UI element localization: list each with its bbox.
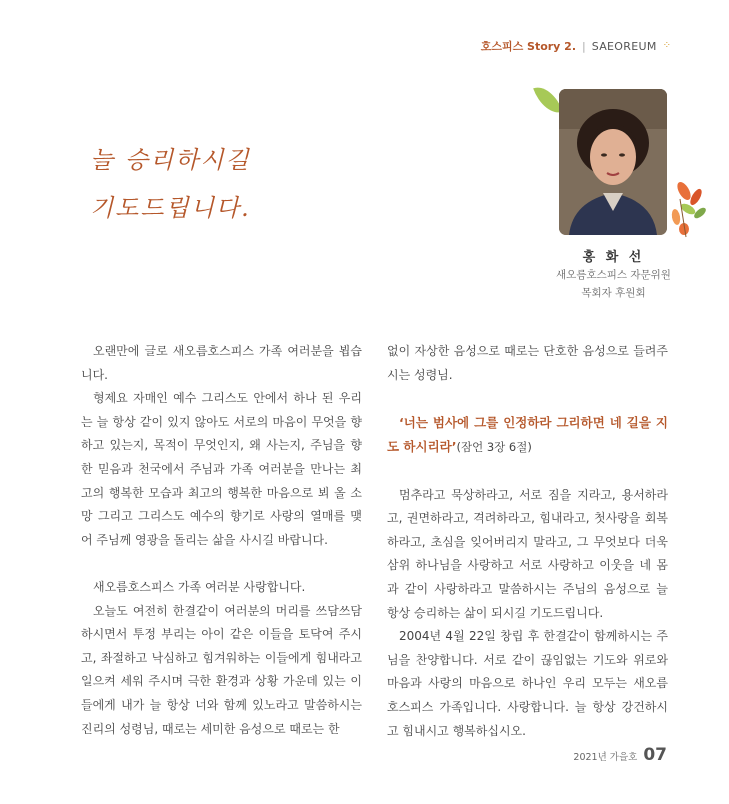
section-title: 호스피스 Story 2.: [480, 40, 577, 53]
author-role: [540, 266, 687, 302]
article-column-right: [387, 340, 668, 743]
author-name: 홍 화 선: [582, 250, 645, 265]
author-photo-frame: [540, 82, 710, 252]
paragraph: 멈추라고 묵상하라고, 서로 짐을 지라고, 용서하라고, 권면하라고, 격려하라고, 힘내라고, 첫사랑을 회복하라고, 초심을 잊어버리지 말라고, 그 무엇보다 더욱 삼위 하나님을 사랑하고 서로 사랑하고 이웃을 네 몸과 같이 사랑하라고 말씀하시는 주님의 음성으로 늘 항상 승리하는 삶이 되시길 기도드립니다.: [387, 487, 668, 620]
page-footer: [573, 745, 667, 765]
handwritten-title-line2: 기도드립니다.: [90, 194, 251, 222]
quote-text: ‘너는 범사에 그를 인정하라 그리하면 네 길을 지도 하시리라’: [387, 414, 668, 455]
paragraph: 오늘도 여전히 한결같이 여러분의 머리를 쓰담쓰담 하시면서 투정 부리는 아이 같은 이들을 토닥여 주시고, 좌절하고 낙심하고 힘겨워하는 이들에게 힘내라고 일으켜 세워 주시며 극한 환경과 상황 가운데 있는 이들에게 내가 늘 항상 너와 함께 있노라고 말씀하시는 진리의 성령님, 때로는 세미한 음성으로 때로는 한: [81, 603, 362, 736]
page-header: [481, 38, 671, 54]
dots-icon: ⁘: [662, 40, 671, 51]
quote-reference: (잠언 3장 6절): [456, 440, 532, 455]
brand-name: SAEOREUM: [591, 39, 657, 53]
paragraph: 형제요 자매인 예수 그리스도 안에서 하나 된 우리는 늘 항상 같이 있지 않아도 서로의 마음이 무엇을 향하고 있는지, 목적이 무엇인지, 왜 사는지, 주님을 향한 믿음과 천국에서 주님과 가족 여러분을 만나는 최고의 행복한 모습과 최고의 행복한 마음으로 뵈 올 소망 그리고 그리스도 예수의 향기로 사랑의 열매를 맺어 주님께 영광을 돌리는 삶을 사시길 바랍니다.: [81, 391, 362, 547]
handwritten-title: [90, 136, 251, 232]
author-role-line1: 새오름호스피스 자문위원: [556, 269, 671, 281]
author-role-line2: 목회자 후원회: [581, 287, 646, 299]
article-column-left: [81, 340, 362, 741]
paragraph: 오랜만에 글로 새오름호스피스 가족 여러분을 뵙습니다.: [81, 344, 362, 382]
scripture-quote: [387, 411, 668, 460]
issue-label: 2021년 가을호: [573, 752, 638, 763]
author-photo: [559, 89, 667, 235]
paragraph: 2004년 4월 22일 창립 후 한결같이 함께하시는 주님을 찬양합니다. 서로 같이 끊임없는 기도와 위로와 마음과 사랑의 마음으로 하나인 우리 모두는 새오름 호스피스 가족입니다. 사랑합니다. 늘 항상 강건하시고 힘내시고 행복하십시오.: [387, 629, 668, 738]
header-separator: |: [582, 39, 586, 53]
paragraph: 없이 자상한 음성으로 때로는 단호한 음성으로 들려주시는 성령님.: [387, 344, 668, 382]
handwritten-title-line1: 늘 승리하시길: [90, 146, 251, 174]
page-number: 07: [643, 745, 667, 765]
flower-decoration-icon: [662, 177, 712, 247]
paragraph: 새오름호스피스 가족 여러분 사랑합니다.: [93, 579, 306, 594]
